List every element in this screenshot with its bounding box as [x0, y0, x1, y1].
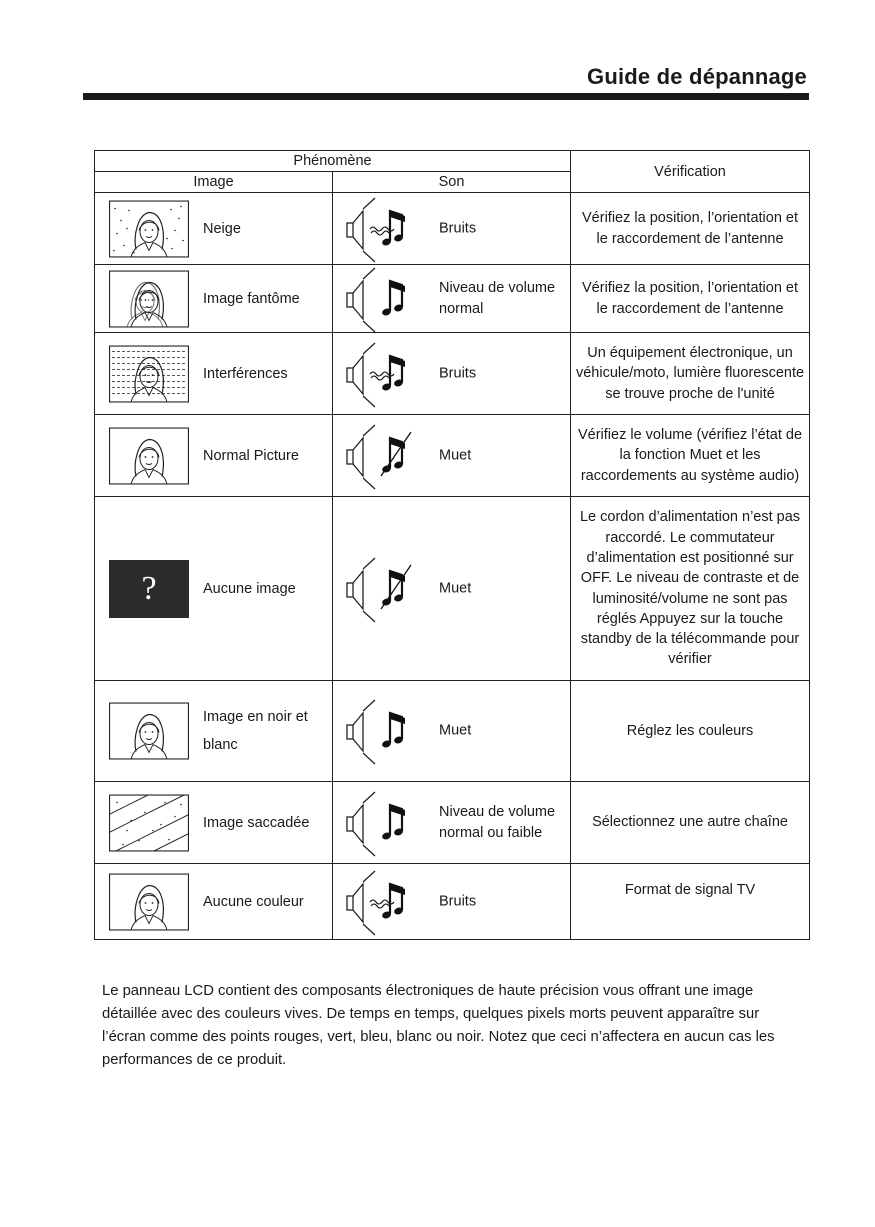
image-cell — [95, 681, 333, 782]
son-cell — [333, 193, 571, 265]
son-label: Niveau de volume normal ou faible — [439, 803, 556, 841]
title-rule — [83, 93, 809, 100]
muted-speaker-icon — [341, 416, 421, 496]
table-row — [95, 333, 810, 415]
son-cell — [333, 864, 571, 940]
son-label: Bruits — [439, 220, 477, 236]
verification-cell: Le cordon d’alimentation n’est pas raccordé. Le commutateur d’alimentation est positionné sur OFF. Le niveau de contraste et de luminosité/volume ne sont pas réglés Appuyez sur la touche standby de la télécommande pour vérifier — [571, 497, 810, 681]
image-cell — [95, 193, 333, 265]
phenomene-header: Phénomène — [95, 151, 571, 172]
image-label: Image saccadée — [203, 814, 310, 831]
troubleshooting-table — [94, 150, 810, 940]
noisy-speaker-icon — [341, 189, 421, 269]
son-label: Bruits — [439, 893, 477, 909]
speaker-note-icon — [341, 783, 421, 863]
table-row — [95, 497, 810, 681]
question-screen-icon — [109, 560, 189, 618]
lcd-note: Le panneau LCD contient des composants électroniques de haute précision vous offrant une image détaillée avec des couleurs vives. De temps en temps, quelques pixels morts peuvent apparaître sur l’écran comme des points rouges, vert, bleu, blanc ou noir. Notez que ceci n’affectera en aucun cas les performances de ce produit. — [102, 983, 775, 1068]
son-cell — [333, 497, 571, 681]
page-title: Guide de dépannage — [587, 64, 807, 89]
face-icon — [109, 427, 189, 484]
image-header: Image — [95, 172, 333, 193]
table-row — [95, 415, 810, 497]
image-cell — [95, 265, 333, 333]
image-cell — [95, 415, 333, 497]
speaker-note-icon — [341, 259, 421, 339]
verification-cell: Vérifiez la position, l’orientation et le raccordement de l’antenne — [571, 265, 810, 333]
muted-speaker-icon — [341, 549, 421, 629]
speaker-note-icon — [341, 691, 421, 771]
son-header: Son — [333, 172, 571, 193]
image-label: Normal Picture — [203, 447, 299, 464]
image-label: Image en noir et blanc — [203, 709, 308, 753]
son-cell — [333, 415, 571, 497]
verification-cell: Sélectionnez une autre chaîne — [571, 782, 810, 864]
verification-cell: Vérifiez la position, l’orientation et le raccordement de l’antenne — [571, 193, 810, 265]
question-mark: ? — [141, 569, 157, 607]
image-label: Image fantôme — [203, 290, 300, 307]
son-label: Muet — [439, 580, 472, 596]
verification-header: Vérification — [571, 151, 810, 193]
son-label: Niveau de volume normal — [439, 279, 556, 317]
verification-cell: Format de signal TV — [571, 864, 810, 940]
image-label: Interférences — [203, 365, 288, 382]
son-cell — [333, 782, 571, 864]
table-row — [95, 193, 810, 265]
image-cell — [95, 864, 333, 940]
noisy-speaker-icon — [341, 334, 421, 414]
image-label: Aucune couleur — [203, 893, 304, 910]
son-label: Bruits — [439, 365, 477, 381]
table-row — [95, 864, 810, 940]
face-icon — [109, 703, 189, 760]
table-row — [95, 782, 810, 864]
image-label: Neige — [203, 220, 241, 237]
image-label: Aucune image — [203, 580, 296, 597]
ghost-face-icon — [109, 270, 189, 327]
snow-face-icon — [109, 200, 189, 257]
son-cell — [333, 333, 571, 415]
son-cell — [333, 681, 571, 782]
son-label: Muet — [439, 722, 472, 739]
image-cell — [95, 333, 333, 415]
son-label: Muet — [439, 447, 472, 463]
son-cell — [333, 265, 571, 333]
image-cell — [95, 497, 333, 681]
verification-cell: Un équipement électronique, un véhicule/moto, lumière fluorescente se trouve proche de l'unité — [571, 333, 810, 415]
interference-face-icon — [109, 345, 189, 402]
table-row — [95, 265, 810, 333]
face-icon — [109, 873, 189, 930]
noisy-speaker-icon — [341, 862, 421, 942]
verification-cell: Vérifiez le volume (vérifiez l’état de la fonction Muet et les raccordements au système audio) — [571, 415, 810, 497]
table-row — [95, 681, 810, 782]
rolling-image-icon — [109, 794, 189, 851]
verification-cell: Réglez les couleurs — [571, 681, 810, 782]
image-cell — [95, 782, 333, 864]
